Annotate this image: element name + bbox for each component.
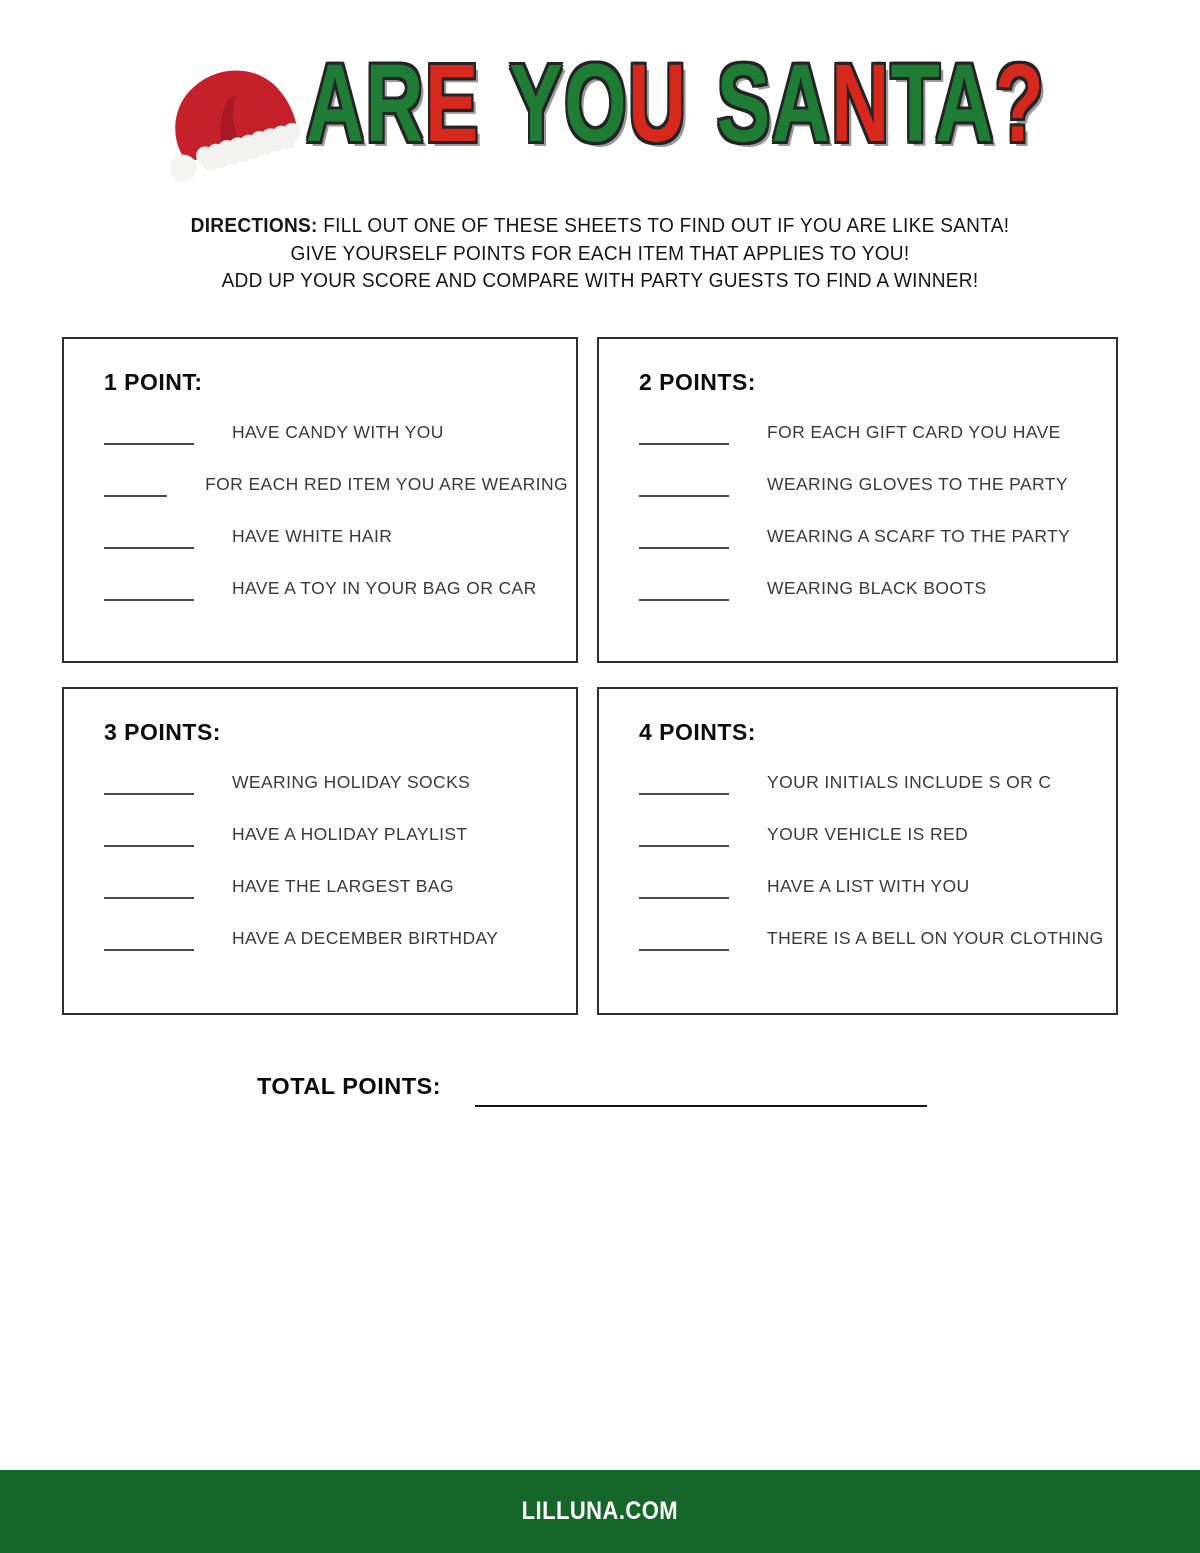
score-blank-line xyxy=(104,599,194,601)
item-label: HAVE A DECEMBER BIRTHDAY xyxy=(232,928,499,948)
directions-line-1 xyxy=(42,212,1158,240)
santa-hat-icon xyxy=(158,50,312,194)
title-letter: R xyxy=(365,42,425,165)
title-word xyxy=(509,42,687,165)
points-box-2 xyxy=(597,337,1118,663)
points-box-1 xyxy=(62,337,578,663)
checklist-item xyxy=(639,551,1108,601)
checklist-item xyxy=(639,849,1108,899)
checklist-item xyxy=(104,797,568,847)
score-blank-line xyxy=(104,897,194,899)
title-letter: E xyxy=(424,42,480,165)
score-blank-line xyxy=(104,845,194,847)
score-blank-line xyxy=(104,547,194,549)
checklist-item xyxy=(104,849,568,899)
score-blank-line xyxy=(104,793,194,795)
item-label: HAVE A HOLIDAY PLAYLIST xyxy=(232,824,468,844)
title-letter: Y xyxy=(509,42,565,165)
item-label: WEARING BLACK BOOTS xyxy=(767,578,987,598)
score-blank-line xyxy=(104,495,167,497)
item-label: THERE IS A BELL ON YOUR CLOTHING xyxy=(767,928,1104,948)
item-label: YOUR VEHICLE IS RED xyxy=(767,824,969,844)
title-letter: N xyxy=(831,42,891,165)
title-letter: T xyxy=(890,42,936,165)
checklist-item xyxy=(104,499,568,549)
footer-bar xyxy=(0,1470,1200,1553)
checklist-item xyxy=(104,745,568,795)
item-label: HAVE A TOY IN YOUR BAG OR CAR xyxy=(232,578,537,598)
checklist-item xyxy=(104,901,568,951)
title-letter: S xyxy=(716,42,772,165)
title-letter: A xyxy=(771,42,832,165)
total-blank-line xyxy=(475,1105,927,1107)
score-blank-line xyxy=(639,949,729,951)
points-grid xyxy=(62,337,1118,1015)
item-label: WEARING GLOVES TO THE PARTY xyxy=(767,474,1068,494)
item-label: FOR EACH RED ITEM YOU ARE WEARING xyxy=(205,474,568,494)
title-letter: U xyxy=(628,42,688,165)
page-title xyxy=(306,40,1045,167)
directions-line-3: ADD UP YOUR SCORE AND COMPARE WITH PARTY GUESTS TO FIND A WINNER! xyxy=(221,269,979,292)
item-label: WEARING HOLIDAY SOCKS xyxy=(232,772,471,792)
box-heading: 4 POINTS: xyxy=(639,719,756,745)
item-label: HAVE WHITE HAIR xyxy=(232,526,393,546)
title-letter: O xyxy=(564,42,629,165)
item-label: HAVE CANDY WITH YOU xyxy=(232,422,444,442)
checklist-item xyxy=(639,797,1108,847)
directions xyxy=(42,212,1158,295)
score-blank-line xyxy=(639,495,729,497)
directions-text: FILL OUT ONE OF THESE SHEETS TO FIND OUT IF YOU ARE LIKE SANTA! xyxy=(323,214,1010,237)
points-box-4 xyxy=(597,687,1118,1015)
title-letter: A xyxy=(306,42,366,165)
score-blank-line xyxy=(639,599,729,601)
checklist-item xyxy=(104,447,568,497)
box-heading: 1 POINT: xyxy=(104,369,203,395)
score-blank-line xyxy=(639,897,729,899)
item-label: HAVE THE LARGEST BAG xyxy=(232,876,454,896)
score-blank-line xyxy=(639,547,729,549)
total-points-label: TOTAL POINTS: xyxy=(257,1073,442,1099)
title-word xyxy=(717,42,1045,165)
directions-line-2: GIVE YOURSELF POINTS FOR EACH ITEM THAT APPLIES TO YOU! xyxy=(290,241,910,265)
checklist-item xyxy=(104,551,568,601)
title-letter: ? xyxy=(994,42,1046,165)
directions-label: DIRECTIONS: xyxy=(190,214,318,237)
box-heading: 2 POINTS: xyxy=(639,369,756,395)
footer-site-text: LILLUNA.COM xyxy=(521,1497,679,1525)
title-word xyxy=(306,42,480,165)
checklist-item xyxy=(639,901,1108,951)
box-heading: 3 POINTS: xyxy=(104,719,221,745)
points-box-3 xyxy=(62,687,578,1015)
checklist-item xyxy=(104,395,568,445)
checklist-item xyxy=(639,395,1108,445)
checklist-item xyxy=(639,447,1108,497)
item-label: WEARING A SCARF TO THE PARTY xyxy=(767,526,1071,546)
score-blank-line xyxy=(639,793,729,795)
item-label: YOUR INITIALS INCLUDE S OR C xyxy=(767,772,1052,792)
score-blank-line xyxy=(639,845,729,847)
title-letter: A xyxy=(935,42,995,165)
score-blank-line xyxy=(104,443,194,445)
item-label: HAVE A LIST WITH YOU xyxy=(767,876,970,896)
checklist-item xyxy=(639,745,1108,795)
checklist-item xyxy=(639,499,1108,549)
score-blank-line xyxy=(104,949,194,951)
item-label: FOR EACH GIFT CARD YOU HAVE xyxy=(767,422,1061,442)
score-blank-line xyxy=(639,443,729,445)
total-points xyxy=(257,1072,927,1107)
